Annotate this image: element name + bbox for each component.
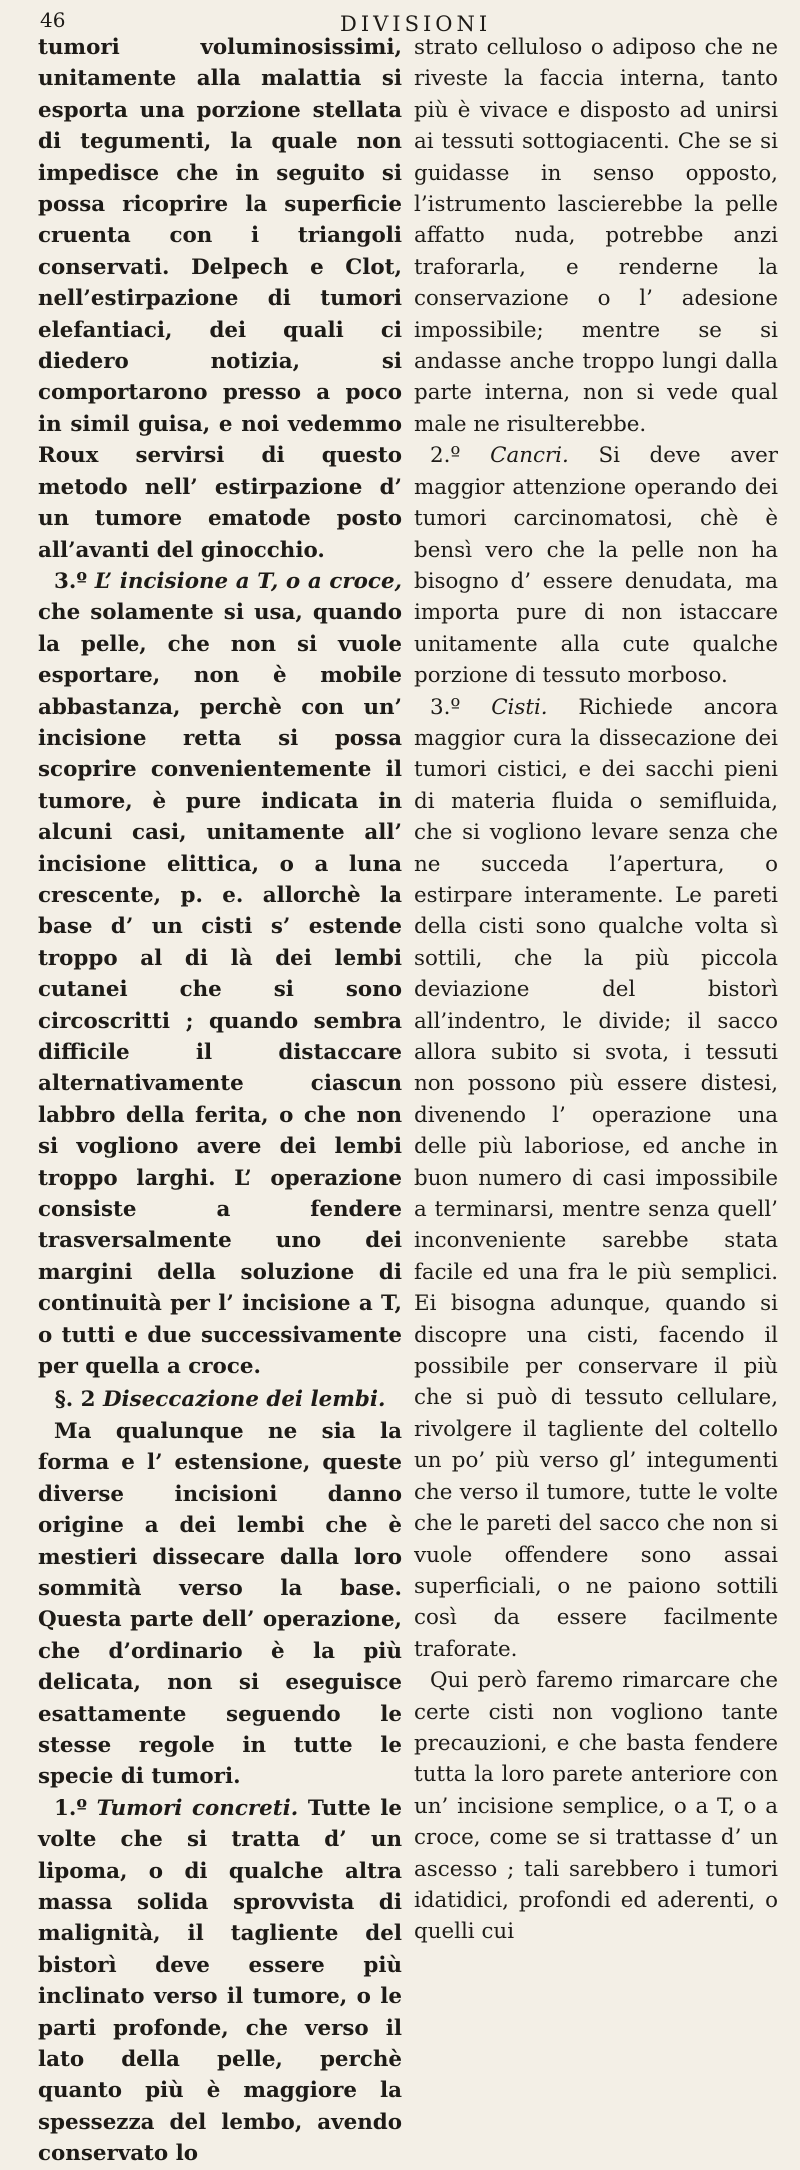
item-number: 1.º xyxy=(54,1795,88,1821)
left-paragraph-3: Ma qualunque ne sia la forma e l’ estensione, queste diverse incisioni danno origine a dei lembi che è mestieri dissecare dalla loro sommità verso la base. Questa parte dell’ operazione, che d’ordinario è la più delicata, non si eseguisce esattamente seguendo le stesse regole in tutte le specie di tumori. xyxy=(38,1418,402,1790)
left-paragraph-2 xyxy=(38,566,402,1383)
right-paragraph-3 xyxy=(414,692,778,1666)
right-column xyxy=(414,32,778,1948)
section-title: Diseccazione dei lembi. xyxy=(102,1387,386,1413)
item-title: L’ incisione a T, o a croce, xyxy=(94,568,403,594)
page-number: 46 xyxy=(40,8,66,32)
item-number: 3.º xyxy=(54,568,88,594)
section-number: §. 2 xyxy=(54,1387,96,1413)
right-paragraph-1: strato celluloso o adiposo che ne riveste la faccia interna, tanto più è vivace e disposto ad unirsi ai tessuti sottogiacenti. Che se si guidasse in senso opposto, l’istrumento lascierebbe la pelle affatto nuda, potrebbe anzi traforarla, e renderne la conservazione o l’ adesione impossibile; mentre se si andasse anche troppo lungi dalla parte interna, non si vede qual male ne risulterebbe. xyxy=(414,35,778,437)
item-title: Cisti. xyxy=(491,694,548,720)
item-number: 3.º xyxy=(430,694,461,720)
left-column xyxy=(38,32,402,2170)
item-text: Richiede ancora maggior cura la dissecazione dei tumori cistici, e dei sacchi pieni di materia fluida o semifluida, che si vogliono levare senza che ne succeda l’apertura, o estirpare interamente. Le pareti della cisti sono qualche volta sì sottili, che la più piccola deviazione del bistorì all’indentro, le divide; il sacco allora subito si svota, i tessuti non possono più essere distesi, divenendo l’ operazione una delle più laboriose, ed anche in buon numero di casi impossibile a terminarsi, mentre senza quell’ inconveniente sarebbe stata facile ed una fra le più semplici. Ei bisogna adunque, quando si discopre una cisti, facendo il possibile per conservare il più che si può di tessuto cellulare, rivolgere il tagliente del coltello un po’ più verso gl’ integumenti che verso il tumore, tutte le volte che le pareti del sacco che non si vuole offendere sono assai superficiali, o ne paiono sottili così da essere facilmente traforate. xyxy=(414,694,778,1662)
item-text: che solamente si usa, quando la pelle, che non si vuole esportare, non è mobile abbastanza, perchè con un’ incisione retta si possa scoprire convenientemente il tumore, è pure indicata in alcuni casi, unitamente all’ incisione elittica, o a luna crescente, p. e. allorchè la base d’ un cisti s’ estende troppo al di là dei lembi cutanei che si sono circoscritti ; quando sembra difficile il distaccare alternativamente ciascun labbro della ferita, o che non si vogliono avere dei lembi troppo larghi. L’ operazione consiste a fendere trasversalmente uno dei margini della soluzione di continuità per l’ incisione a T, o tutti e due successivamente per quella a croce. xyxy=(38,600,402,1380)
right-paragraph-2 xyxy=(414,440,778,691)
left-paragraph-4 xyxy=(38,1793,402,2170)
item-text: Tutte le volte che si tratta d’ un lipoma, o di qualche altra massa solida sprovvista di malignità, il tagliente del bistorì deve essere più inclinato verso il tumore, o le parti profonde, che verso il lato della pelle, perchè quanto più è maggiore la spessezza del lembo, avendo conservato lo xyxy=(38,1795,403,2167)
item-text: Si deve aver maggior attenzione operando dei tumori carcinomatosi, chè è bensì vero che la pelle non ha bisogno d’ essere denudata, ma importa pure di non istaccare unitamente alla cute qualche porzione di tessuto morboso. xyxy=(414,443,778,689)
running-head: DIVISIONI xyxy=(340,12,492,36)
left-paragraph-1: tumori voluminosissimi, unitamente alla malattia si esporta una porzione stellata di tegumenti, la quale non impedisce che in seguito si possa ricoprire la superficie cruenta con i triangoli conservati. Delpech e Clot, nell’estirpazione di tumori elefantiaci, dei quali ci diedero notizia, si comportarono presso a poco in simil guisa, e noi vedemmo Roux servirsi di questo metodo nell’ estirpazione d’ un tumore ematode posto all’avanti del ginocchio. xyxy=(38,35,402,563)
right-paragraph-4: Qui però faremo rimarcare che certe cisti non vogliono tante precauzioni, e che basta fendere tutta la loro parete anteriore con un’ incisione semplice, o a T, o a croce, come se si trattasse d’ un ascesso ; tali sarebbero i tumori idatidici, profondi ed aderenti, o quelli cui xyxy=(414,1668,778,1945)
section-heading xyxy=(38,1384,402,1415)
item-title: Tumori concreti. xyxy=(96,1795,299,1821)
item-number: 2.º xyxy=(430,443,461,469)
item-title: Cancri. xyxy=(490,443,569,469)
